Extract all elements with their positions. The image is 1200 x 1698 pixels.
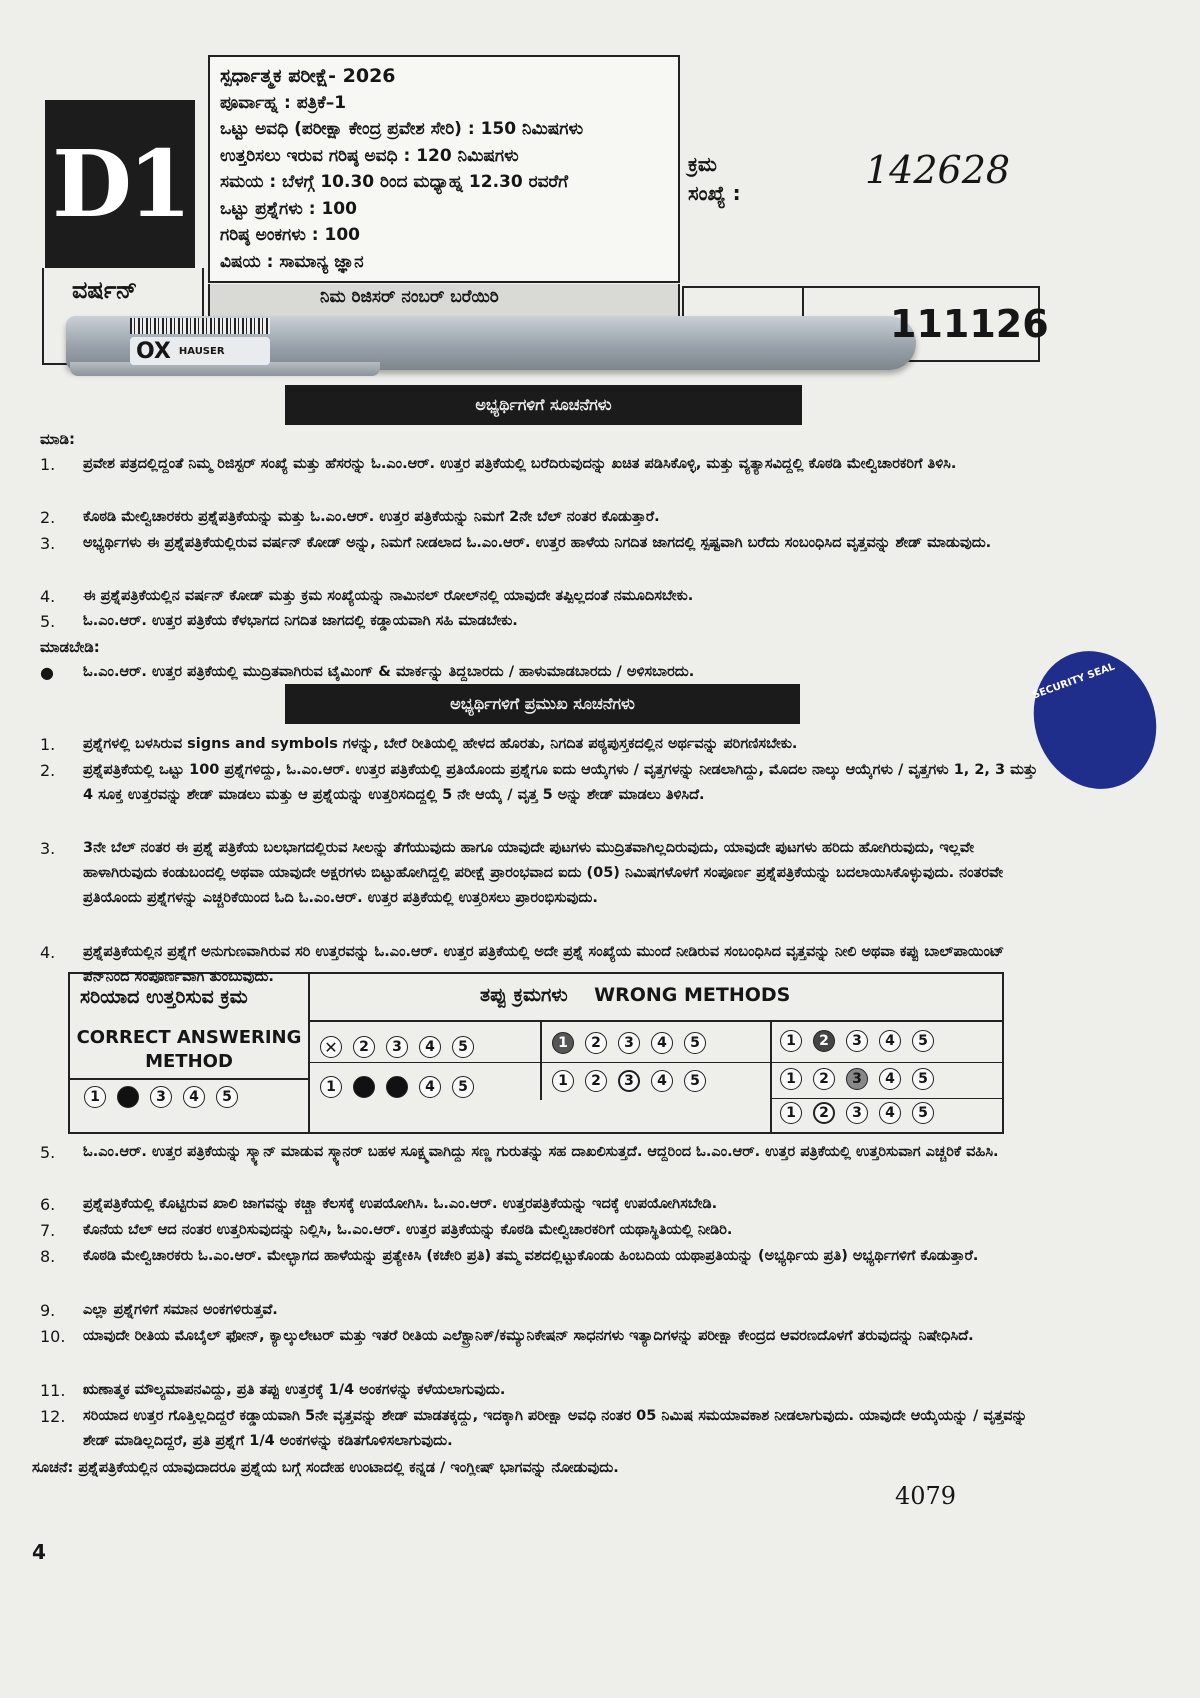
instruction-item — [40, 531, 1040, 556]
bubble: 4 — [879, 1102, 901, 1124]
wrong-heading-en: WRONG METHODS — [594, 984, 791, 1006]
important-item — [40, 1298, 1040, 1323]
important-item — [40, 836, 1040, 911]
bubble: 4 — [183, 1086, 205, 1108]
bubble-bold: 3 — [618, 1070, 640, 1092]
bubble: 1 — [780, 1030, 802, 1052]
item-number: 2. — [40, 508, 56, 527]
exam-info-box — [208, 55, 680, 283]
bubble: 4 — [879, 1030, 901, 1052]
bubble-circled: 2 — [813, 1102, 835, 1124]
item-number: 11. — [40, 1381, 66, 1400]
bubble: 1 — [552, 1070, 574, 1092]
correct-heading-kn: ಸರಿಯಾದ ಉತ್ತರಿಸುವ ಕ್ರಮ — [80, 986, 248, 1008]
important-heading: ಅಭ್ಯರ್ಥಿಗಳಿಗೆ ಪ್ರಮುಖ ಸೂಚನೆಗಳು — [285, 684, 800, 724]
item-number: 8. — [40, 1247, 56, 1266]
pen-barcode — [130, 318, 270, 334]
serial-label — [688, 150, 741, 208]
bubble: 5 — [452, 1076, 474, 1098]
important-item — [40, 732, 1040, 757]
item-text: 3ನೇ ಬೆಲ್ ನಂತರ ಈ ಪ್ರಶ್ನೆ ಪತ್ರಿಕೆಯ ಬಲಭಾಗದಲ್ಲಿರುವ ಸೀಲನ್ನು ತೆಗೆಯುವುದು ಹಾಗೂ ಯಾವುದೇ ಪುಟಗಳು ಮುದ್ರಿತವಾಗಿಲ್ಲದಿರುವುದು, ಯಾವುದೇ ಪುಟಗಳು ಹರಿದು ಹೋಗಿರುವುದು, ಇಲ್ಲವೇ ಹಾಳಾಗಿರುವುದು ಕಂಡುಬಂದಲ್ಲಿ ಅಥವಾ ಯಾವುದೇ ಅಕ್ಷರಗಳು ಬಿಟ್ಟುಹೋಗಿದ್ದಲ್ಲಿ ಪರೀಕ್ಷೆ ಪ್ರಾರಂಭವಾದ ಐದು (05) ನಿಮಿಷಗಳೊಳಗೆ ಸಂಪೂರ್ಣ ಪ್ರಶ್ನೆಪತ್ರಿಕೆಯನ್ನು ಬದಲಾಯಿಸಿಕೊಳ್ಳುವುದು. ನಂತರವೇ ಪ್ರತಿಯೊಂದು ಪ್ರಶ್ನೆಗಳನ್ನು ಎಚ್ಚರಿಕೆಯಿಂದ ಓದಿ ಓ.ಎಂ.ಆರ್. ಉತ್ತರ ಪತ್ರಿಕೆಯಲ್ಲಿ ಉತ್ತರಿಸಲು ಪ್ರಾರಂಭಿಸುವುದು. — [83, 840, 1004, 906]
serial-label-line1: ಕ್ರಮ — [688, 152, 717, 176]
subject: ವಿಷಯ : ಸಾಮಾನ್ಯ ಜ್ಞಾನ — [220, 251, 364, 272]
bubble: 4 — [419, 1076, 441, 1098]
bubble: 2 — [813, 1068, 835, 1090]
bubble: 3 — [618, 1032, 640, 1054]
bubble: 5 — [452, 1036, 474, 1058]
bubble-filled — [353, 1076, 375, 1098]
wrong-bubbles-row3 — [780, 1102, 945, 1124]
bubble: 5 — [216, 1086, 238, 1108]
important-item — [40, 1192, 1040, 1217]
pen-logo — [130, 337, 270, 365]
item-number: 6. — [40, 1195, 56, 1214]
item-number: 5. — [40, 1143, 56, 1162]
max-marks: ಗರಿಷ್ಠ ಅಂಕಗಳು : 100 — [220, 225, 360, 245]
correct-bubbles — [84, 1086, 249, 1108]
bubble-partial: 1 — [552, 1032, 574, 1054]
do-label: ಮಾಡಿ: — [40, 430, 76, 448]
dont-label: ಮಾಡಬೇಡಿ: — [40, 638, 100, 656]
item-text: ಪ್ರಶ್ನೆಪತ್ರಿಕೆಯಲ್ಲಿ ಕೊಟ್ಟಿರುವ ಖಾಲಿ ಜಾಗವನ್ನು ಕಚ್ಚಾ ಕೆಲಸಕ್ಕೆ ಉಪಯೋಗಿಸಿ. ಓ.ಎಂ.ಆರ್. ಉತ್ತರಪತ್ರಿಕೆಯನ್ನು ಇದಕ್ಕೆ ಉಪಯೋಗಿಸಬೇಡಿ. — [83, 1196, 718, 1212]
bubble-filled — [117, 1086, 139, 1108]
bubble: 3 — [150, 1086, 172, 1108]
note: ಸೂಚನೆ: ಪ್ರಶ್ನೆಪತ್ರಿಕೆಯಲ್ಲಿನ ಯಾವುದಾದರೂ ಪ್ರಶ್ನೆಯ ಬಗ್ಗೆ ಸಂದೇಹ ಉಂಟಾದಲ್ಲಿ ಕನ್ನಡ / ಇಂಗ್ಲೀಷ್ ಭಾಗವನ್ನು ನೋಡುವುದು. — [32, 1460, 619, 1476]
wrong-bubbles-row1 — [780, 1030, 945, 1052]
item-text: ಎಲ್ಲಾ ಪ್ರಶ್ನೆಗಳಿಗೆ ಸಮಾನ ಅಂಕಗಳಿರುತ್ತವೆ. — [83, 1302, 278, 1318]
important-item — [40, 1404, 1040, 1454]
item-number: 7. — [40, 1221, 56, 1240]
bubble: 5 — [912, 1102, 934, 1124]
register-prompt: ನಿಮ ರಿಜಿಸರ್ ನಂಬರ್ ಬರೆಯಿರಿ — [320, 287, 499, 307]
bubble: 5 — [684, 1070, 706, 1092]
instruction-item — [40, 505, 1040, 530]
bubble: 1 — [84, 1086, 106, 1108]
item-number: 1. — [40, 735, 56, 754]
pen-maker: HAUSER — [178, 345, 225, 357]
item-number: 1. — [40, 455, 56, 474]
item-text: ಪ್ರಶ್ನೆಪತ್ರಿಕೆಯಲ್ಲಿ ಒಟ್ಟು 100 ಪ್ರಶ್ನೆಗಳಿದ್ದು, ಓ.ಎಂ.ಆರ್. ಉತ್ತರ ಪತ್ರಿಕೆಯಲ್ಲಿ ಪ್ರತಿಯೊಂದು ಪ್ರಶ್ನೆಗೂ ಐದು ಆಯ್ಕೆಗಳು / ವೃತ್ತಗಳನ್ನು ನೀಡಲಾಗಿದ್ದು, ಮೊದಲ ನಾಲ್ಕು ಆಯ್ಕೆಗಳು / ವೃತ್ತಗಳು 1, 2, 3 ಮತ್ತು 4 ಸೂಕ್ತ ಉತ್ತರವನ್ನು ಶೇಡ್ ಮಾಡಲು ಮತ್ತು ಆ ಪ್ರಶ್ನೆಯನ್ನು ಉತ್ತರಿಸದಿದ್ದಲ್ಲಿ 5 ನೇ ಆಯ್ಕೆ / ವೃತ್ತ 5 ಅನ್ನು ಶೇಡ್ ಮಾಡಲು ತಿಳಿಸಿದೆ. — [83, 762, 1038, 803]
item-text: ಪ್ರವೇಶ ಪತ್ರದಲ್ಲಿದ್ದಂತೆ ನಿಮ್ಮ ರಿಜಿಸ್ಟರ್ ಸಂಖ್ಯೆ ಮತ್ತು ಹೆಸರನ್ನು ಓ.ಎಂ.ಆರ್. ಉತ್ತರ ಪತ್ರಿಕೆಯಲ್ಲಿ ಬರೆದಿರುವುದನ್ನು ಖಚಿತ ಪಡಿಸಿಕೊಳ್ಳಿ, ಮತ್ತು ವ್ಯತ್ಯಾಸವಿದ್ದಲ್ಲಿ ಕೊಠಡಿ ಮೇಲ್ವಿಚಾರಕರಿಗೆ ತಿಳಿಸಿ. — [83, 456, 957, 472]
item-number: 4. — [40, 943, 56, 962]
item-text: ಯಾವುದೇ ರೀತಿಯ ಮೊಬೈಲ್ ಫೋನ್, ಕ್ಯಾಲ್ಕುಲೇಟರ್ ಮತ್ತು ಇತರೆ ರೀತಿಯ ಎಲೆಕ್ಟ್ರಾನಿಕ್/ಕಮ್ಯುನಿಕೇಷನ್ ಸಾಧನಗಳು ಇತ್ಯಾದಿಗಳನ್ನು ಪರೀಕ್ಷಾ ಕೇಂದ್ರದ ಆವರಣದೊಳಗೆ ತರುವುದನ್ನು ನಿಷೇಧಿಸಿದೆ. — [83, 1328, 974, 1344]
bubble-partial: 2 — [813, 1030, 835, 1052]
wrong-bubbles-partial — [552, 1032, 717, 1054]
item-text: ಓ.ಎಂ.ಆರ್. ಉತ್ತರ ಪತ್ರಿಕೆಯನ್ನು ಸ್ಕ್ಯಾನ್ ಮಾಡುವ ಸ್ಕ್ಯಾನರ್ ಬಹಳ ಸೂಕ್ಷ್ಮವಾಗಿದ್ದು ಸಣ್ಣ ಗುರುತನ್ನು ಸಹ ದಾಖಲಿಸುತ್ತದೆ. ಆದ್ದರಿಂದ ಓ.ಎಂ.ಆರ್. ಉತ್ತರ ಪತ್ರಿಕೆಯಲ್ಲಿ ಉತ್ತರಿಸುವಾಗ ಎಚ್ಚರಿಕೆ ವಹಿಸಿ. — [83, 1144, 999, 1160]
item-number: 3. — [40, 839, 56, 858]
instruction-item — [40, 452, 1040, 477]
bullet: ● — [40, 663, 54, 682]
version-label: ವರ್ಷನ್ — [72, 276, 138, 304]
code-number: 111126 — [890, 302, 1049, 346]
bubble: 2 — [585, 1070, 607, 1092]
correct-heading-en: CORRECT ANSWERING METHOD — [76, 1027, 302, 1072]
bubble: 2 — [585, 1032, 607, 1054]
bubble: 5 — [684, 1032, 706, 1054]
item-text: ಕೊನೆಯ ಬೆಲ್ ಆದ ನಂತರ ಉತ್ತರಿಸುವುದನ್ನು ನಿಲ್ಲಿಸಿ, ಓ.ಎಂ.ಆರ್. ಉತ್ತರ ಪತ್ರಿಕೆಯನ್ನು ಕೊಠಡಿ ಮೇಲ್ವಿಚಾರಕರಿಗೆ ಯಥಾಸ್ಥಿತಿಯಲ್ಲಿ ನೀಡಿರಿ. — [83, 1222, 733, 1238]
bubble: 2 — [353, 1036, 375, 1058]
bubble-filled — [386, 1076, 408, 1098]
item-number: 9. — [40, 1301, 56, 1320]
wrong-bubbles-dot — [552, 1070, 717, 1092]
item-text: ಓ.ಎಂ.ಆರ್. ಉತ್ತರ ಪತ್ರಿಕೆಯಲ್ಲಿ ಮುದ್ರಿತವಾಗಿರುವ ಟೈಮಿಂಗ್ & ಮಾರ್ಕನ್ನು ತಿದ್ದಬಾರದು / ಹಾಳುಮಾಡಬಾರದು / ಅಳಿಸಬಾರದು. — [83, 664, 695, 680]
instruction-item — [40, 660, 1040, 685]
item-text: ಓ.ಎಂ.ಆರ್. ಉತ್ತರ ಪತ್ರಿಕೆಯ ಕೆಳಭಾಗದ ನಿಗದಿತ ಜಾಗದಲ್ಲಿ ಕಡ್ಡಾಯವಾಗಿ ಸಹಿ ಮಾಡಬೇಕು. — [83, 613, 518, 629]
page-number: 4 — [32, 1540, 46, 1564]
bubble: 4 — [651, 1032, 673, 1054]
seal-text: SECURITY SEAL — [1031, 661, 1117, 702]
wrong-bubbles-crossed — [320, 1036, 485, 1058]
answer-method-table — [68, 972, 1004, 1134]
instruction-item — [40, 609, 1040, 634]
bubble: 5 — [912, 1068, 934, 1090]
total-duration: ಒಟ್ಟು ಅವಧಿ (ಪರೀಕ್ಷಾ ಕೇಂದ್ರ ಪ್ರವೇಶ ಸೇರಿ) : 150 ನಿಮಿಷಗಳು — [220, 119, 584, 139]
answer-duration: ಉತ್ತರಿಸಲು ಇರುವ ಗರಿಷ್ಠ ಅವಧಿ : 120 ನಿಮಿಷಗಳು — [220, 145, 519, 166]
instructions-heading: ಅಭ್ಯರ್ಥಿಗಳಿಗೆ ಸೂಚನೆಗಳು — [285, 385, 802, 425]
important-item — [40, 1244, 1040, 1269]
footer-code: 4079 — [895, 1482, 957, 1510]
bubble: 4 — [419, 1036, 441, 1058]
bubble: 1 — [320, 1076, 342, 1098]
wrong-heading-kn: ತಪ್ಪು ಕ್ರಮಗಳು — [480, 984, 568, 1006]
important-item — [40, 758, 1040, 808]
item-text: ಅಭ್ಯರ್ಥಿಗಳು ಈ ಪ್ರಶ್ನೆಪತ್ರಿಕೆಯಲ್ಲಿರುವ ವರ್ಷನ್ ಕೋಡ್ ಅನ್ನು, ನಿಮಗೆ ನೀಡಲಾದ ಓ.ಎಂ.ಆರ್. ಉತ್ತರ ಹಾಳೆಯ ನಿಗದಿತ ಜಾಗದಲ್ಲಿ ಸ್ಪಷ್ಟವಾಗಿ ಬರೆದು ಸಂಬಂಧಿಸಿದ ವೃತ್ತವನ್ನು ಶೇಡ್ ಮಾಡುವುದು. — [83, 535, 992, 551]
bubble-scribbled: 3 — [846, 1068, 868, 1090]
item-text: ಋಣಾತ್ಮಕ ಮೌಲ್ಯಮಾಪನವಿದ್ದು, ಪ್ರತಿ ತಪ್ಪು ಉತ್ತರಕ್ಕೆ 1/4 ಅಂಕಗಳನ್ನು ಕಳೆಯಲಾಗುವುದು. — [83, 1382, 506, 1398]
item-text: ಕೊಠಡಿ ಮೇಲ್ವಿಚಾರಕರು ಪ್ರಶ್ನೆಪತ್ರಿಕೆಯನ್ನು ಮತ್ತು ಓ.ಎಂ.ಆರ್. ಉತ್ತರ ಪತ್ರಿಕೆಯನ್ನು ನಿಮಗೆ 2ನೇ ಬೆಲ್ ನಂತರ ಕೊಡುತ್ತಾರೆ. — [83, 509, 660, 525]
exam-time: ಸಮಯ : ಬೆಳಗ್ಗೆ 10.30 ರಿಂದ ಮಧ್ಯಾಹ್ನ 12.30 ರವರೆಗೆ — [220, 172, 569, 192]
important-item — [40, 1378, 1040, 1403]
bubble: 4 — [651, 1070, 673, 1092]
wrong-bubbles-row2 — [780, 1068, 945, 1090]
item-text: ಈ ಪ್ರಶ್ನೆಪತ್ರಿಕೆಯಲ್ಲಿನ ವರ್ಷನ್ ಕೋಡ್ ಮತ್ತು ಕ್ರಮ ಸಂಖ್ಯೆಯನ್ನು ನಾಮಿನಲ್ ರೋಲ್‌ನಲ್ಲಿ ಯಾವುದೇ ತಪ್ಪಿಲ್ಲದಂತೆ ನಮೂದಿಸಬೇಕು. — [83, 588, 694, 604]
bubble: 3 — [846, 1102, 868, 1124]
item-number: 4. — [40, 587, 56, 606]
exam-session: ಪೂರ್ವಾಹ್ನ : ಪತ್ರಿಕೆ–1 — [220, 92, 347, 113]
bubble: 4 — [879, 1068, 901, 1090]
total-questions: ಒಟ್ಟು ಪ್ರಶ್ನೆಗಳು : 100 — [220, 198, 357, 219]
item-number: 3. — [40, 534, 56, 553]
wrong-heading — [480, 984, 790, 1006]
version-code: D1 — [45, 100, 195, 268]
serial-label-line2: ಸಂಖ್ಯೆ : — [688, 181, 741, 205]
item-number: 12. — [40, 1407, 66, 1426]
wrong-bubbles-multiple — [320, 1076, 485, 1098]
item-text: ಕೊಠಡಿ ಮೇಲ್ವಿಚಾರಕರು ಓ.ಎಂ.ಆರ್. ಮೇಲ್ಭಾಗದ ಹಾಳೆಯನ್ನು ಪ್ರತ್ಯೇಕಿಸಿ (ಕಚೇರಿ ಪ್ರತಿ) ತಮ್ಮ ವಶದಲ್ಲಿಟ್ಟುಕೊಂಡು ಹಿಂಬದಿಯ ಯಥಾಪ್ರತಿಯನ್ನು (ಅಭ್ಯರ್ಥಿಯ ಪ್ರತಿ) ಅಭ್ಯರ್ಥಿಗಳಿಗೆ ಕೊಡುತ್ತಾರೆ. — [83, 1248, 979, 1264]
important-item — [40, 1140, 1040, 1165]
pen-brand: OX — [136, 338, 171, 364]
item-text: ಸರಿಯಾದ ಉತ್ತರ ಗೊತ್ತಿಲ್ಲದಿದ್ದರೆ ಕಡ್ಡಾಯವಾಗಿ 5ನೇ ವೃತ್ತವನ್ನು ಶೇಡ್ ಮಾಡತಕ್ಕದ್ದು, ಇದಕ್ಕಾಗಿ ಪರೀಕ್ಷಾ ಅವಧಿ ನಂತರ 05 ನಿಮಿಷ ಸಮಯಾವಕಾಶ ನೀಡಲಾಗುವುದು. ಯಾವುದೇ ಆಯ್ಕೆಯನ್ನು / ವೃತ್ತವನ್ನು ಶೇಡ್ ಮಾಡಿಲ್ಲದಿದ್ದರೆ, ಪ್ರತಿ ಪ್ರಶ್ನೆಗೆ 1/4 ಅಂಕಗಳನ್ನು ಕಡಿತಗೊಳಿಸಲಾಗುವುದು. — [83, 1408, 1028, 1449]
item-number: 5. — [40, 612, 56, 631]
exam-title: ಸ್ಪರ್ಧಾತ್ಮಕ ಪರೀಕ್ಷೆ- 2026 — [220, 65, 396, 87]
bubble: 3 — [846, 1030, 868, 1052]
item-text: ಪ್ರಶ್ನೆಪತ್ರಿಕೆಯಲ್ಲಿನ ಪ್ರಶ್ನೆಗೆ ಅನುಗುಣವಾಗಿರುವ ಸರಿ ಉತ್ತರವನ್ನು ಓ.ಎಂ.ಆರ್. ಉತ್ತರ ಪತ್ರಿಕೆಯಲ್ಲಿ ಅದೇ ಪ್ರಶ್ನೆ ಸಂಖ್ಯೆಯ ಮುಂದೆ ನೀಡಿರುವ ಸಂಬಂಧಿಸಿದ ವೃತ್ತವನ್ನು ನೀಲಿ ಅಥವಾ ಕಪ್ಪು ಬಾಲ್‌ಪಾಯಿಂಟ್ ಪೆನ್‌ನಿಂದ ಸಂಪೂರ್ಣವಾಗಿ ತುಂಬುವುದು. — [83, 944, 1005, 985]
bubble: 1 — [780, 1102, 802, 1124]
bubble-crossed: ✕ — [320, 1036, 342, 1058]
bubble: 1 — [780, 1068, 802, 1090]
bubble: 5 — [912, 1030, 934, 1052]
instruction-item — [40, 584, 1040, 609]
item-text: ಪ್ರಶ್ನೆಗಳಲ್ಲಿ ಬಳಸಿರುವ signs and symbols ಗಳನ್ನು, ಬೇರೆ ರೀತಿಯಲ್ಲಿ ಹೇಳದ ಹೊರತು, ನಿಗದಿತ ಪಠ್ಯಪುಸ್ತಕದಲ್ಲಿನ ಅರ್ಥವನ್ನು ಪರಿಗಣಿಸಬೇಕು. — [83, 736, 798, 752]
serial-number: 142628 — [865, 148, 1011, 192]
bubble: 3 — [386, 1036, 408, 1058]
important-item — [40, 1324, 1040, 1349]
important-item — [40, 1218, 1040, 1243]
item-number: 10. — [40, 1327, 66, 1346]
item-number: 2. — [40, 761, 56, 780]
